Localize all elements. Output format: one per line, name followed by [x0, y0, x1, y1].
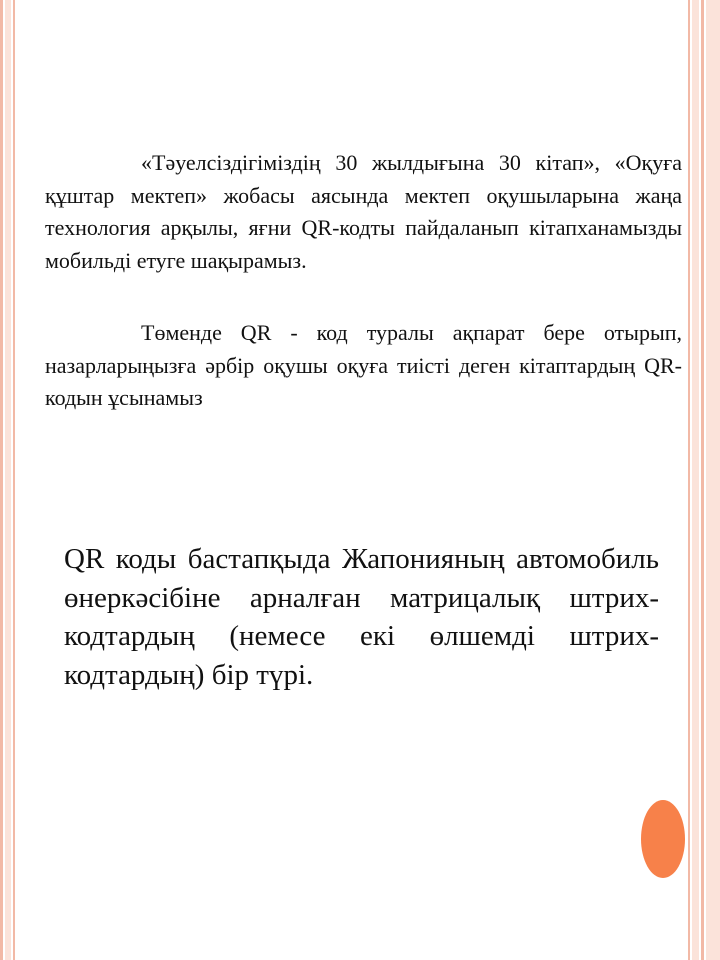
- left-border-stripe: [5, 0, 11, 960]
- decorative-orange-oval: [641, 800, 685, 878]
- right-border-stripe: [701, 0, 704, 960]
- qr-info-paragraph: [45, 317, 682, 415]
- intro-paragraph-text: «Тәуелсіздігіміздің 30 жылдығына 30 кітап», «Оқуға құштар мектеп» жобасы аясында мектеп оқушыларына жаңа технология арқылы, яғни QR-кодты пайдаланып кітапханамызды мобильді етуге шақырамыз.: [45, 150, 682, 273]
- left-border-stripe: [13, 0, 15, 960]
- left-border-stripe: [0, 0, 3, 960]
- right-border-stripe: [692, 0, 699, 960]
- intro-paragraph: [45, 147, 682, 277]
- right-border-stripe: [688, 0, 690, 960]
- qr-info-paragraph-text: Төменде QR - код туралы ақпарат бере отырып, назарларыңызға әрбір оқушы оқуға тиісті деген кітаптардың QR- кодын ұсынамыз: [45, 320, 682, 410]
- qr-definition-paragraph: QR коды бастапқыда Жапонияның автомобиль өнеркәсібіне арналған матрицалық штрих-кодтардың (немесе екі өлшемді штрих-кодтардың) бір түрі.: [64, 543, 659, 691]
- right-border-stripe: [706, 0, 720, 960]
